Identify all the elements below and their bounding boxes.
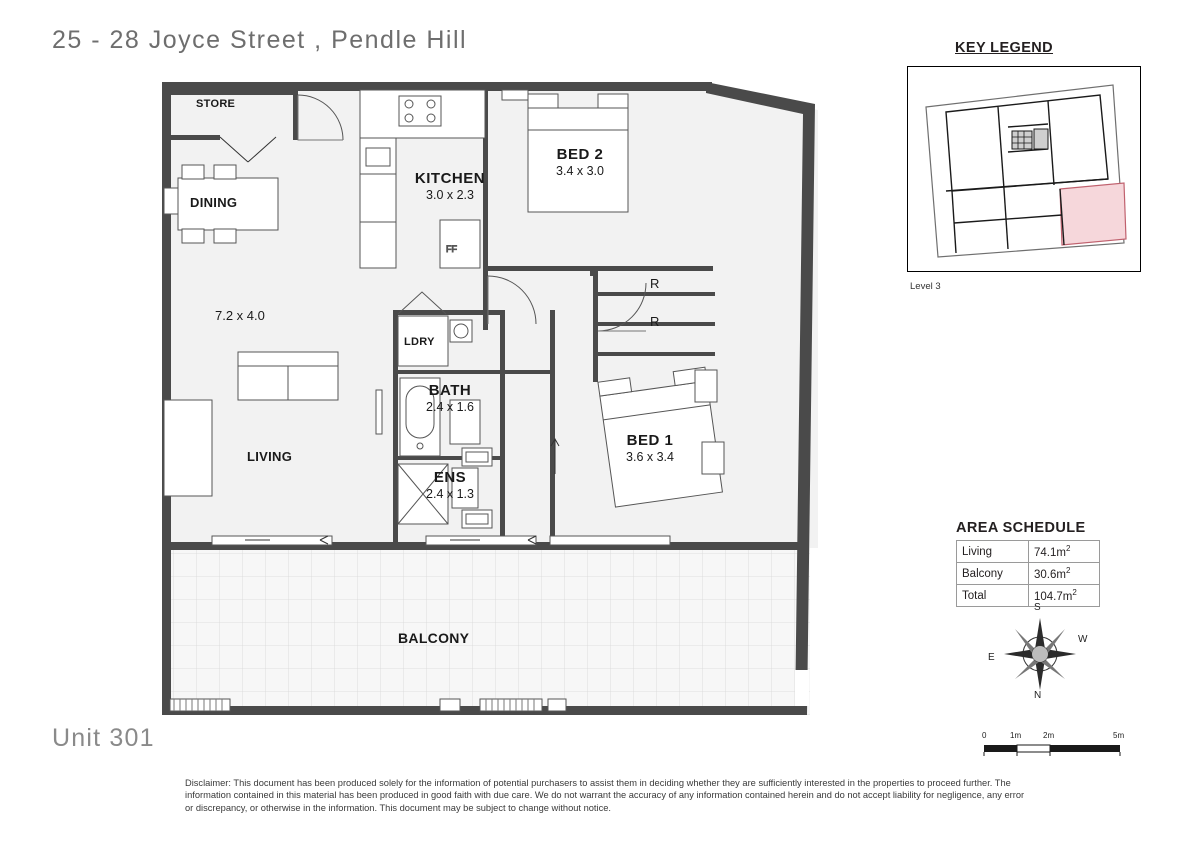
room-label-kitchen xyxy=(390,171,510,202)
area-row-value xyxy=(1029,541,1100,563)
room-label-bed2 xyxy=(520,147,640,178)
living-dimension: 7.2 x 4.0 xyxy=(215,308,265,323)
bath-dim: 2.4 x 1.6 xyxy=(426,399,474,414)
compass-label-n: N xyxy=(1034,690,1042,701)
key-legend-title: KEY LEGEND xyxy=(955,40,1054,56)
table-row xyxy=(957,585,1100,607)
room-label-dining: DINING xyxy=(190,195,238,210)
area-schedule-table xyxy=(956,540,1100,607)
bed2-name: BED 2 xyxy=(556,146,604,163)
key-legend-box xyxy=(907,66,1141,272)
room-label-robe-2: R xyxy=(650,314,660,329)
bed1-name: BED 1 xyxy=(626,432,674,449)
room-label-laundry: LDRY xyxy=(404,336,435,348)
scale-bar xyxy=(980,733,1130,759)
room-label-bed1 xyxy=(590,433,710,464)
ens-name: ENS xyxy=(433,469,467,486)
table-row xyxy=(957,563,1100,585)
compass-rose-icon xyxy=(988,602,1088,701)
scale-tick-2: 2m xyxy=(1043,731,1055,740)
scale-tick-1: 1m xyxy=(1010,731,1022,740)
unit-label: Unit 301 xyxy=(52,724,155,752)
bath-name: BATH xyxy=(428,382,472,399)
area-row-label: Total xyxy=(957,585,1029,607)
compass-label-e: E xyxy=(988,652,995,663)
floor-plan xyxy=(150,70,840,740)
area-row-label: Living xyxy=(957,541,1029,563)
room-label-store: STORE xyxy=(196,98,236,110)
table-row xyxy=(957,541,1100,563)
bed2-dim: 3.4 x 3.0 xyxy=(556,163,604,178)
area-row-value xyxy=(1029,563,1100,585)
area-row-label: Balcony xyxy=(957,563,1029,585)
area-value-unit: 2 xyxy=(1072,588,1077,598)
room-label-ens xyxy=(390,470,510,501)
room-label-bath xyxy=(385,383,515,414)
scale-tick-0: 0 xyxy=(982,731,987,740)
bed1-dim: 3.6 x 3.4 xyxy=(626,449,674,464)
key-legend-level-label: Level 3 xyxy=(910,281,941,292)
area-value-text: 30.6m xyxy=(1034,568,1066,581)
disclaimer-text: Disclaimer: This document has been produced solely for the information of potential purchasers to assist them in deciding whether they are sufficiently interested in the properties to proceed further. The information contained in this material has been produced in good faith with due care. We do not warrant the accuracy of any information contained herein and do not accept liability for negligence, any error or discrepancy, or otherwise in the information. This document may be subject to change without notice. xyxy=(185,778,1025,813)
room-label-living: LIVING xyxy=(247,449,293,464)
room-label-balcony: BALCONY xyxy=(398,630,470,646)
area-value-text: 104.7m xyxy=(1034,590,1073,603)
room-label-robe-1: R xyxy=(650,276,660,291)
kitchen-name: KITCHEN xyxy=(414,170,486,187)
kitchen-dim: 3.0 x 2.3 xyxy=(426,187,474,202)
svg-text:FF: FF xyxy=(446,244,457,254)
compass-label-s: S xyxy=(1034,602,1041,613)
area-value-unit: 2 xyxy=(1065,566,1071,576)
page-title: 25 - 28 Joyce Street , Pendle Hill xyxy=(52,26,468,54)
compass-label-w: W xyxy=(1078,634,1088,645)
area-value-unit: 2 xyxy=(1065,544,1071,554)
area-schedule-title: AREA SCHEDULE xyxy=(956,520,1086,536)
scale-tick-3: 5m xyxy=(1113,731,1125,740)
ens-dim: 2.4 x 1.3 xyxy=(426,486,474,501)
area-value-text: 74.1m xyxy=(1034,546,1066,559)
